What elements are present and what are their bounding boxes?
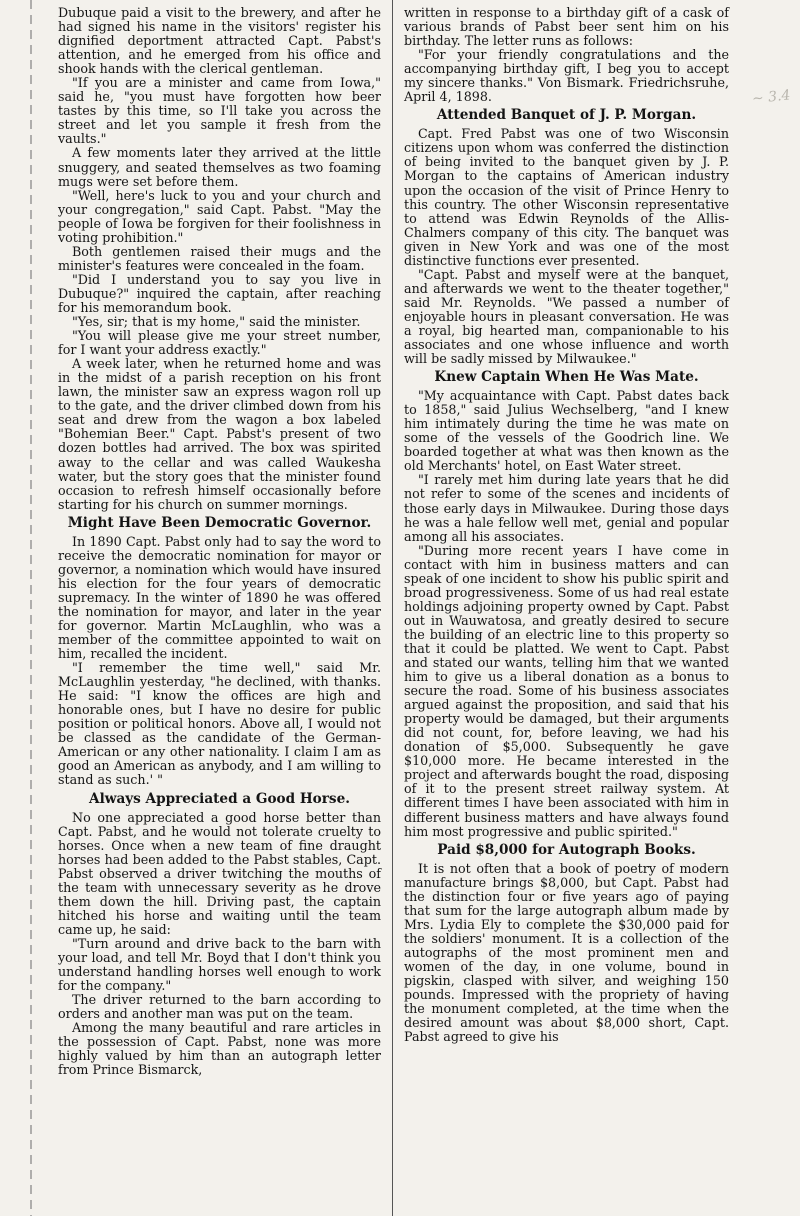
paragraph: "Well, here's luck to you and your church and your congregation," said Capt. Pabst. "May the people of Iowa be forgiven for their foolishness in voting prohibition." [58, 187, 381, 245]
paragraph: "My acquaintance with Capt. Pabst dates back to 1858," said Julius Wechselberg, "and I knew him intimately during the time he was mate on some of the vessels of the Goodrich line. We boarded together at what was then known as the old Merchants' hotel, on East Water street. [404, 388, 729, 474]
paragraph: "If you are a minister and came from Iowa," said he, "you must have forgotten how beer tastes by this time, so I'll take you across the street and let you sample it fresh from the vaults." [58, 75, 381, 147]
paragraph: "For your friendly congratulations and the accompanying birthday gift, I beg you to accept my sincere thanks." Von Bismark. Friedrichsruhe, April 4, 1898. [404, 47, 729, 105]
paragraph: "During more recent years I have come in contact with him in business matters and can speak of one incident to show his public spirit and broad progressiveness. Some of us had real estate holdings adjoining property owned by Capt. Pabst out in Wauwatosa, and greatly desired to secure the building of an electric line to this property so that it could be platted. We went to Capt. Pabst and stated our wants, telling him that we wanted him to give us a liberal donation as a bonus to secure the road. Some of his business associates argued against the proposition, and said that his property would be damaged, but their arguments did not count, for, before leaving, we had his donation of $5,000. Subsequently he gave $10,000 more. He became interested in the project and afterwards bought the road, disposing of it to the present street railway system. At different times I have been associated with him in different business matters and have always found him most progressive and public spirited." [404, 542, 729, 839]
binding-edge [30, 0, 32, 1216]
section-heading: Always Appreciated a Good Horse. [89, 790, 350, 807]
section-heading: Paid $8,000 for Autograph Books. [437, 841, 696, 858]
paragraph: "You will please give me your street number, for I want your address exactly." [58, 328, 381, 358]
paragraph: "I remember the time well," said Mr. McLaughlin yesterday, "he declined, with thanks. He said: "I know the offices are high and honorable ones, but I have no desire for public position or political honors. Above all, I would not be classed as the candidate of the German-American or any other nationality. I claim I am as good an American as anybody, and I am willing to stand as such.' " [58, 660, 381, 788]
paragraph: Capt. Fred Pabst was one of two Wisconsin citizens upon whom was conferred the distinction of being invited to the banquet given by J. P. Morgan to the captains of American industry upon the occasion of the visit of Prince Henry to this country. The other Wisconsin representative to attend was Edwin Reynolds of the Allis-Chalmers company of this city. The banquet was given in New York and was one of the most distinctive functions ever presented. [404, 126, 729, 268]
section-heading: Knew Captain When He Was Mate. [434, 369, 699, 386]
paragraph: It is not often that a book of poetry of modern manufacture brings $8,000, but Capt. Pabst had the distinction four or five years ago of paying that sum for the large autograph album made by Mrs. Lydia Ely to complete the $30,000 paid for the soldiers' monument. It is a collection of the autographs of the most prominent men and women of the day, in one volume, bound in pigskin, clasped with silver, and weighing 150 pounds. Impressed with the propriety of having the monument completed, at the time when the desired amount was about $8,000 short, Capt. Pabst agreed to give his [404, 860, 729, 1045]
paragraph: "I rarely met him during late years that he did not refer to some of the scenes and incidents of those early days in Milwaukee. During those days he was a hale fellow well met, genial and popular among all his associates. [404, 472, 729, 544]
paragraph: A few moments later they arrived at the little snuggery, and seated themselves as two foaming mugs were set before them. [58, 145, 381, 189]
section-heading: Might Have Been Democratic Governor. [67, 514, 372, 531]
margin-pencil-note: ~ 3.4 [751, 87, 792, 108]
paragraph: "Capt. Pabst and myself were at the banquet, and afterwards we went to the theater together," said Mr. Reynolds. "We passed a number of enjoyable hours in pleasant conversation. He was a royal, big hearted man, companionable to his associates and one whose influence and worth will be sadly missed by Milwaukee." [404, 266, 729, 367]
paragraph: Dubuque paid a visit to the brewery, and after he had signed his name in the visitors' register his dignified deportment attracted Capt. Pabst's attention, and he emerged from his office and shook hands with the clerical gentleman. [58, 5, 381, 77]
column-rule [392, 0, 393, 1216]
paragraph: In 1890 Capt. Pabst only had to say the word to receive the democratic nomination for mayor or governor, a nomination which would have insured his election for the four years of democratic supremacy. In the winter of 1890 he was offered the nomination for mayor, and later in the year for governor. Martin McLaughlin, who was a member of the committee appointed to wait on him, recalled the incident. [58, 533, 381, 662]
paragraph: "Did I understand you to say you live in Dubuque?" inquired the captain, after reaching for his memorandum book. [58, 271, 381, 315]
paragraph: Both gentlemen raised their mugs and the minister's features were concealed in the foam. [58, 243, 381, 273]
section-heading: Attended Banquet of J. P. Morgan. [436, 107, 697, 124]
paragraph: No one appreciated a good horse better than Capt. Pabst, and he would not tolerate cruelty to horses. Once when a new team of fine draught horses had been added to the Pabst stables, Capt. Pabst observed a driver twitching the mouths of the team with unnecessary severity as he drove them down the hill. Driving past, the captain hitched his horse and waiting until the team came up, he said: [58, 809, 381, 937]
paragraph: Among the many beautiful and rare articles in the possession of Capt. Pabst, none was more highly valued by him than an autograph letter from Prince Bismarck, [58, 1020, 381, 1078]
paragraph: written in response to a birthday gift of a cask of various brands of Pabst beer sent him on his birthday. The letter runs as follows: [404, 5, 729, 49]
left-column [58, 6, 381, 1077]
paragraph: The driver returned to the barn according to orders and another man was put on the team. [58, 992, 381, 1022]
paragraph: "Turn around and drive back to the barn with your load, and tell Mr. Boyd that I don't think you understand handling horses well enough to work for the company." [58, 935, 381, 994]
paragraph: "Yes, sir; that is my home," said the minister. [71, 314, 361, 330]
paragraph: A week later, when he returned home and was in the midst of a parish reception on his front lawn, the minister saw an express wagon roll up to the gate, and the driver climbed down from his seat and drew from the wagon a box labeled "Bohemian Beer." Capt. Pabst's present of two dozen bottles had arrived. The box was spirited away to the cellar and was called Waukesha water, but the story goes that the minister found occasion to refresh himself occasionally before starting for his church on summer mornings. [58, 356, 381, 512]
right-column [404, 6, 729, 1044]
